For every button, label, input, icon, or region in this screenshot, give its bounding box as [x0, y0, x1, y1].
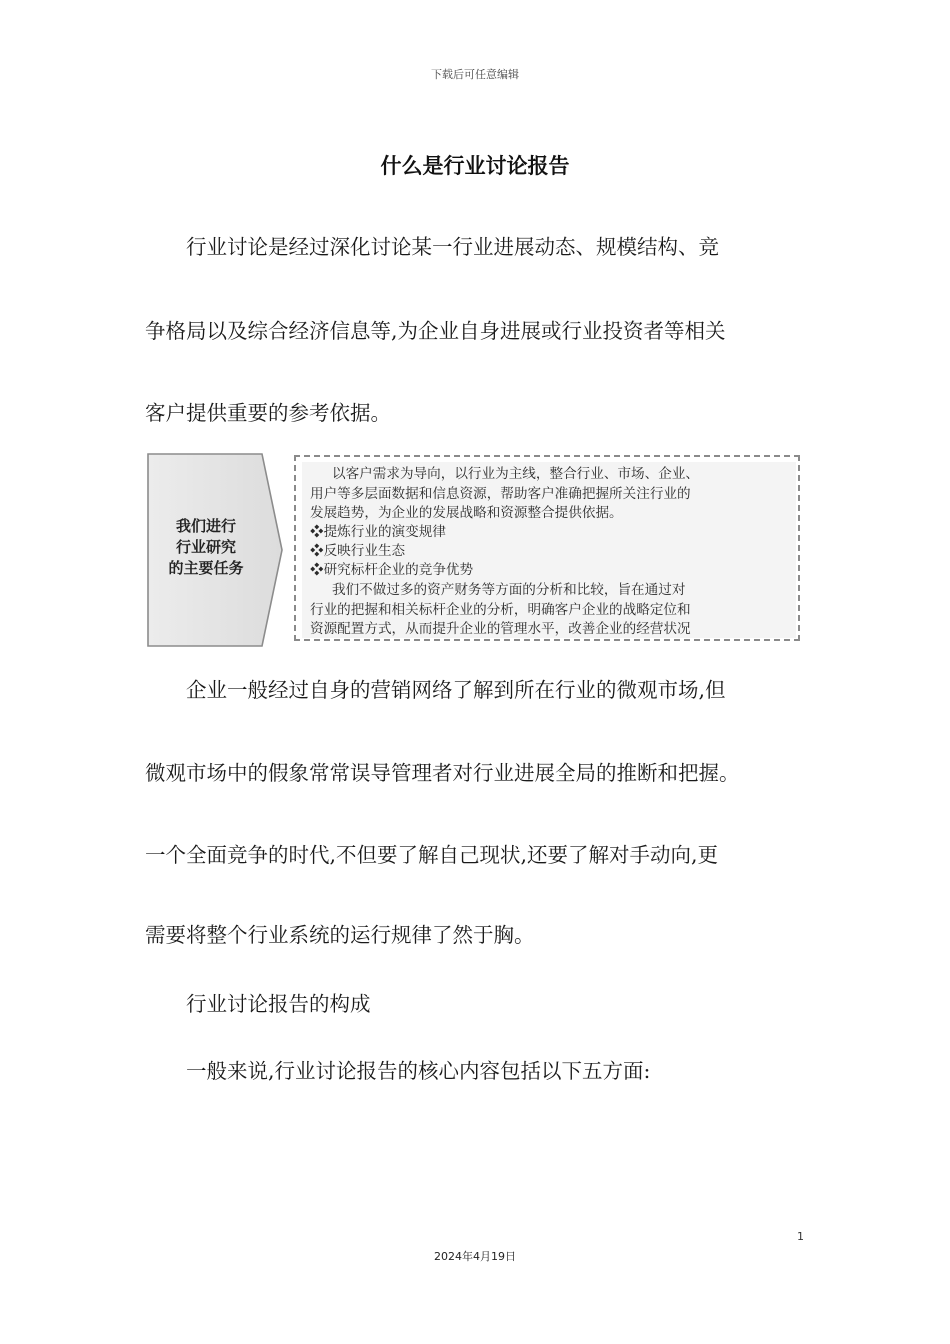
figure-left-label	[146, 516, 266, 579]
figure-text-line: 用户等多层面数据和信息资源，帮助客户准确把握所关注行业的	[310, 486, 691, 502]
figure-text-line: 资源配置方式，从而提升企业的管理水平，改善企业的经营状况	[310, 621, 691, 637]
paragraph-3: 一般来说,行业讨论报告的核心内容包括以下五方面:	[145, 1059, 651, 1083]
figure-text-line: 行业的把握和相关标杆企业的分析，明确客户企业的战略定位和	[310, 602, 691, 618]
paragraph-2-line-3: 一个全面竞争的时代,不但要了解自己现状,还要了解对手动向,更	[145, 843, 719, 867]
page-number: 1	[797, 1230, 804, 1243]
figure-bullet: ❖研究标杆企业的竞争优势	[310, 562, 474, 578]
figure-left-label-line: 的主要任务	[168, 559, 244, 577]
paragraph-2-line-4: 需要将整个行业系统的运行规律了然于胸。	[145, 923, 535, 947]
paragraph-2-line-1: 企业一般经过自身的营销网络了解到所在行业的微观市场,但	[145, 678, 726, 702]
figure-left-label-line: 我们进行	[175, 517, 236, 535]
figure-bullet: ❖提炼行业的演变规律	[310, 524, 446, 540]
research-tasks-figure	[146, 452, 806, 648]
figure-left-label-line: 行业研究	[175, 538, 236, 556]
header-note: 下载后可任意编辑	[431, 68, 519, 81]
paragraph-1-line-2: 争格局以及综合经济信息等,为企业自身进展或行业投资者等相关	[145, 319, 726, 343]
paragraph-1-line-3: 客户提供重要的参考依据。	[145, 401, 391, 425]
paragraph-2-line-2: 微观市场中的假象常常误导管理者对行业进展全局的推断和把握。	[145, 761, 740, 785]
figure-text-line: 我们不做过多的资产财务等方面的分析和比较，旨在通过对	[332, 582, 686, 598]
document-title: 什么是行业讨论报告	[380, 154, 570, 178]
figure-text-line: 以客户需求为导向，以行业为主线，整合行业、市场、企业、	[332, 466, 700, 482]
paragraph-1-line-1: 行业讨论是经过深化讨论某一行业进展动态、规模结构、竞	[145, 235, 719, 259]
figure-text-box-inner	[302, 462, 796, 638]
figure-text-line: 发展趋势，为企业的发展战略和资源整合提供依据。	[310, 505, 623, 521]
footer-date: 2024年4月19日	[434, 1250, 516, 1263]
figure-text-box	[294, 455, 800, 641]
figure-bullet: ❖反映行业生态	[310, 543, 406, 559]
section-heading: 行业讨论报告的构成	[145, 992, 371, 1016]
